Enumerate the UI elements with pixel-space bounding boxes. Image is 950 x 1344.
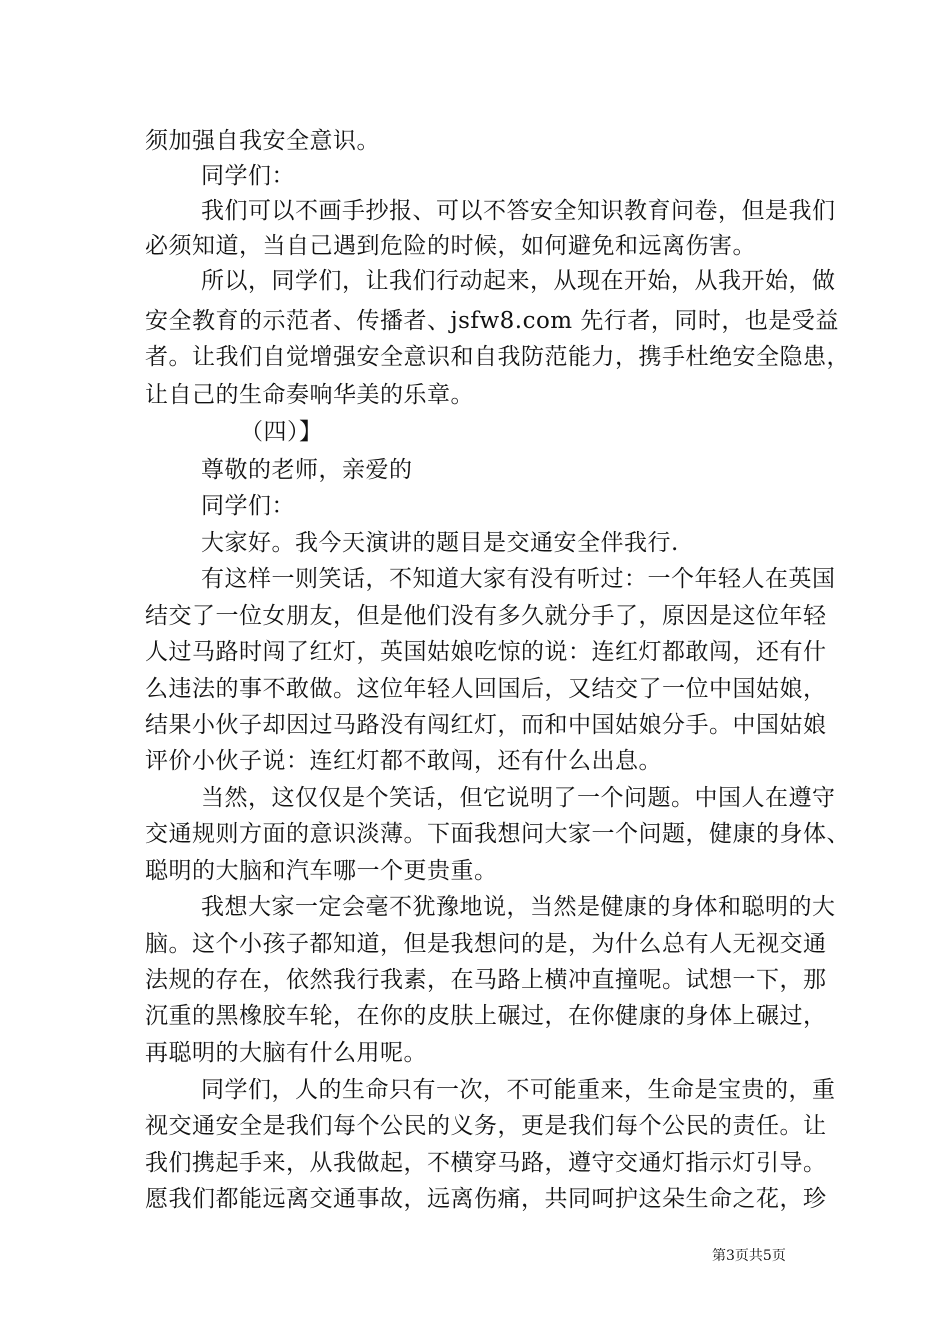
text-line: 交通规则方面的意识淡薄。下面我想问大家一个问题，健康的身体、 xyxy=(145,821,850,847)
text-line: 有这样一则笑话，不知道大家有没有听过：一个年轻人在英国 xyxy=(201,566,836,592)
section-heading: （四）】 xyxy=(240,419,323,445)
text-line: 同学们： xyxy=(201,163,295,189)
text-line: 再聪明的大脑有什么用呢。 xyxy=(145,1040,427,1066)
text-line: 人过马路时闯了红灯，英国姑娘吃惊的说：连红灯都敢闯，还有什 xyxy=(145,639,827,665)
text-line: 必须知道，当自己遇到危险的时候，如何避免和远离伤害。 xyxy=(145,233,756,259)
text-line: 结果小伙子却因过马路没有闯红灯，而和中国姑娘分手。中国姑娘 xyxy=(145,712,827,738)
text-line: 愿我们都能远离交通事故，远离伤痛，共同呵护这朵生命之花，珍 xyxy=(145,1186,827,1212)
text-line: 所以，同学们，让我们行动起来，从现在开始，从我开始，做 xyxy=(201,268,836,294)
text-line: 大家好。我今天演讲的题目是交通安全伴我行. xyxy=(201,530,679,556)
text-line: 脑。这个小孩子都知道，但是我想问的是，为什么总有人无视交通 xyxy=(145,931,827,957)
text-line: 结交了一位女朋友，但是他们没有多久就分手了，原因是这位年轻 xyxy=(145,603,827,629)
text-line: 者。让我们自觉增强安全意识和自我防范能力，携手杜绝安全隐患， xyxy=(145,344,850,370)
text-line: 我们可以不画手抄报、可以不答安全知识教育问卷，但是我们 xyxy=(201,198,836,224)
text-line: 么违法的事不敢做。这位年轻人回国后，又结交了一位中国姑娘， xyxy=(145,676,827,702)
text-line: 评价小伙子说：连红灯都不敢闯，还有什么出息。 xyxy=(145,748,662,774)
text-line: 同学们，人的生命只有一次，不可能重来，生命是宝贵的，重 xyxy=(201,1077,836,1103)
text-line: 视交通安全是我们每个公民的义务，更是我们每个公民的责任。让 xyxy=(145,1113,827,1139)
text-line: 让自己的生命奏响华美的乐章。 xyxy=(145,382,474,408)
text-line: 沉重的黑橡胶车轮，在你的皮肤上碾过，在你健康的身体上碾过， xyxy=(145,1003,827,1029)
text-line: 我们携起手来，从我做起，不横穿马路，遵守交通灯指示灯引导。 xyxy=(145,1150,827,1176)
text-line: 同学们： xyxy=(201,493,295,519)
text-line: 我想大家一定会毫不犹豫地说，当然是健康的身体和聪明的大 xyxy=(201,894,836,920)
page-number: 第3页共5页 xyxy=(712,1248,786,1264)
text-line: 须加强自我安全意识。 xyxy=(145,128,380,154)
text-line: 当然，这仅仅是个笑话，但它说明了一个问题。中国人在遵守 xyxy=(201,785,836,811)
text-line: 聪明的大脑和汽车哪一个更贵重。 xyxy=(145,858,498,884)
text-line: 法规的存在，依然我行我素，在马路上横冲直撞呢。试想一下，那 xyxy=(145,967,827,993)
text-line: 尊敬的老师，亲爱的 xyxy=(201,457,413,483)
text-line: 安全教育的示范者、传播者、jsfw8.com 先行者，同时，也是受益 xyxy=(145,308,839,334)
